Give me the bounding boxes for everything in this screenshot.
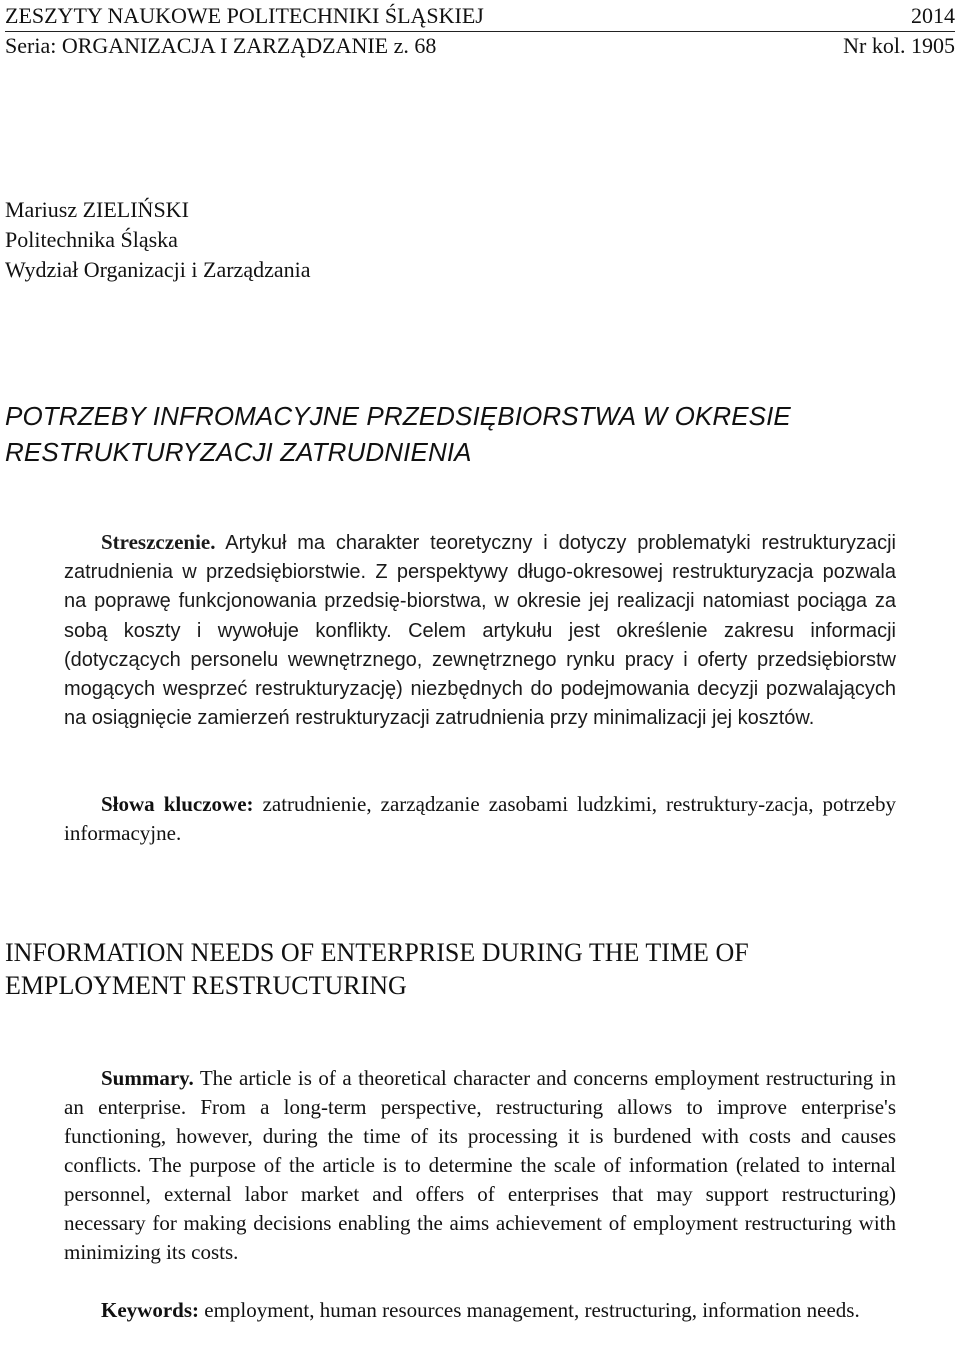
abstract-english-paragraph [64,1064,896,1267]
abstract-polish-lead: Streszczenie. [101,530,216,554]
journal-number: Nr kol. 1905 [843,33,955,58]
paper-title-polish [5,398,945,470]
running-header-row-2 [5,32,955,60]
author-affiliation-faculty: Wydział Organizacji i Zarządzania [5,257,311,282]
author-affiliation-university: Politechnika Śląska [5,227,178,252]
paper-title-polish-line-2: RESTRUKTURYZACJI ZATRUDNIENIA [5,437,472,467]
keywords-english-paragraph [64,1296,896,1325]
paper-title-polish-line-1: POTRZEBY INFROMACYJNE PRZEDSIĘBIORSTWA W OKRESIE [5,401,791,431]
journal-name: ZESZYTY NAUKOWE POLITECHNIKI ŚLĄSKIEJ [5,3,484,28]
paper-title-english-line-1: INFORMATION NEEDS OF ENTERPRISE DURING THE TIME OF [5,938,749,967]
running-header-row-1 [5,2,955,30]
abstract-polish-paragraph [64,528,896,733]
paper-title-english-line-2: EMPLOYMENT RESTRUCTURING [5,971,407,1000]
keywords-polish-text: zatrudnienie, zarządzanie zasobami ludzkimi, restruktury-zacja, potrzeby informacyjne. [64,792,896,845]
keywords-english-lead: Keywords: [101,1298,199,1322]
journal-series: Seria: ORGANIZACJA I ZARZĄDZANIE z. 68 [5,33,437,58]
keywords-polish-paragraph [64,790,896,848]
abstract-english-text: The article is of a theoretical character and concerns employment restructuring in an enterprise. From a long-term perspective, restructuring allows to improve enterprise's functioning, however, during the time of its processing it is burdened with costs and causes conflicts. The purpose of the article is to determine the scale of information (related to internal personnel, external labor market and offers of enterprises that may support restructuring) necessary for making decisions enabling the aims achievement of employment restructuring with minimizing its costs. [64,1066,896,1264]
keywords-english [64,1296,896,1325]
abstract-polish [64,528,896,733]
keywords-english-text: employment, human resources management, restructuring, information needs. [204,1298,860,1322]
author-name: Mariusz ZIELIŃSKI [5,197,189,222]
keywords-polish-lead: Słowa kluczowe: [101,792,254,816]
author-block [5,195,311,285]
running-header [5,2,955,60]
journal-year: 2014 [911,3,955,28]
keywords-polish [64,790,896,848]
abstract-english-lead: Summary. [101,1066,194,1090]
abstract-english [64,1064,896,1267]
abstract-polish-text: Artykuł ma charakter teoretyczny i dotyczy problematyki restrukturyzacji zatrudnienia w przedsiębiorstwie. Z perspektywy długo-okresowej restrukturyzacja pozwala na poprawę funkcjonowania przedsię-biorstwa, w okresie jej realizacji natomiast pociąga za sobą koszty i wywołuje konflikty. Celem artykułu jest określenie zakresu informacji (dotyczących personelu wewnętrznego, zewnętrznego rynku pracy i oferty przedsiębiorstw mogących wesprzeć restrukturyzację) niezbędnych do podejmowania decyzji pozwalających na osiągnięcie zamierzeń restrukturyzacji zatrudnienia przy minimalizacji jej kosztów. [64,532,897,730]
paper-title-english [5,936,945,1002]
